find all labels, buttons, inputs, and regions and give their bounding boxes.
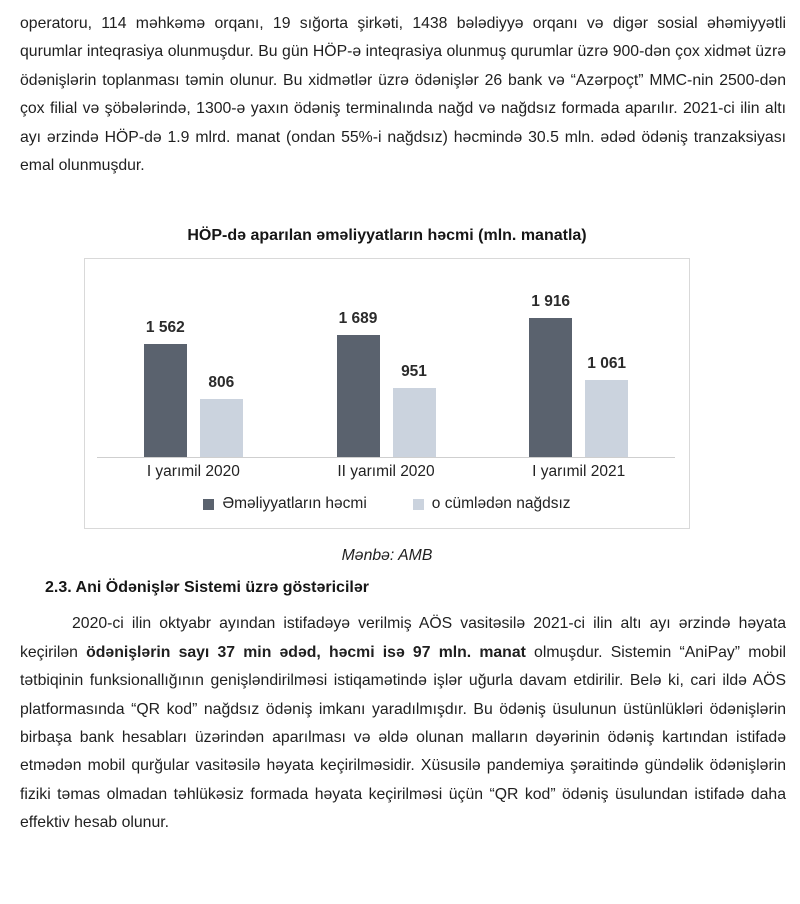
body-paragraph-2 <box>20 610 786 837</box>
legend-item-cashless <box>413 495 571 513</box>
x-axis-label-1: I yarımil 2020 <box>146 463 240 481</box>
bar-value-label-cashless-2: 951 <box>401 363 427 381</box>
bar-wrap-total-3 <box>529 293 572 457</box>
x-axis-label-3: I yarımil 2021 <box>532 463 626 481</box>
chart-source-note: Mənbə: AMB <box>341 547 433 565</box>
paragraph2-bold-figures: ödənişlərin sayı 37 min ədəd, həcmi isə 97 mln. manat <box>86 643 526 661</box>
chart-legend <box>85 495 689 513</box>
bar-wrap-cashless-3 <box>585 355 628 457</box>
bar-value-label-total-2: 1 689 <box>338 310 378 328</box>
bar-group-1 <box>97 259 290 457</box>
legend-swatch-icon-cashless <box>413 499 424 510</box>
legend-label-total: Əməliyyatların həcmi <box>222 495 367 513</box>
bar-wrap-total-2 <box>337 310 380 457</box>
section-heading: 2.3. Ani Ödənişlər Sistemi üzrə göstəricilər <box>45 579 369 597</box>
paragraph2-text-before: 2020-ci ilin oktyabr ayından istifadəyə verilmiş AÖS vasitəsilə 2021-ci ilin altı ayı ərzində həyata keçirilən <box>20 615 786 661</box>
paragraph2-text-after: olmuşdur. Sistemin “AniPay” mobil tətbiqinin funksionallığının genişləndirilməsi istiqamətində işlər uğurla davam etdirilir. Belə ki, cari ildə AÖS platformasında “QR kod” nağdsız ödəniş imkanı yaradılmışdır. Bu ödəniş üsulunun üstünlükləri ödənişlərin birbaşa bank hesabları üzərindən aparılması və əldə olunan malların dəyərinin ödəniş kartından istifadə etmədən mobil qurğular vasitəsilə həyata keçirilməsidir. Xüsusilə pandemiya şəraitində gündəlik ödənişlərin fiziki təmas olmadan təhlükəsiz formada həyata keçirilməsi üçün “QR kod” ödəniş üsulundan istifadə daha effektiv hesab olunur. <box>20 643 786 832</box>
chart-title: HÖP-də aparılan əməliyyatların həcmi (mln. manatla) <box>187 227 587 245</box>
x-axis-label-2: II yarımil 2020 <box>337 463 435 481</box>
legend-label-cashless: o cümlədən nağdsız <box>431 495 571 513</box>
legend-swatch-icon-total <box>203 499 214 510</box>
bar-total-2 <box>337 335 380 457</box>
bar-wrap-total-1 <box>144 319 187 457</box>
bar-total-1 <box>144 344 187 457</box>
bar-total-3 <box>529 318 572 457</box>
bar-group-2 <box>290 259 483 457</box>
bar-value-label-total-3: 1 916 <box>531 293 571 311</box>
body-paragraph-1: operatoru, 114 məhkəmə orqanı, 19 sığorta şirkəti, 1438 bələdiyyə orqanı və digər sosial əhəmiyyətli qurumlar inteqrasiya olunmuşdur. Bu gün HÖP-ə inteqrasiya olunmuş qurumlar üzrə 900-dən çox xidmət üzrə ödənişlərin toplanması təmin olunur. Bu xidmətlər üzrə ödənişlər 26 bank və “Azərpoçt” MMC-nin 2500-dən çox filial və şöbələrində, 1300-ə yaxın ödəniş terminalında nağd və nağdsız formada aparılır. 2021-ci ilin altı ayı ərzində HÖP-də 1.9 mlrd. manat (ondan 55%-i nağdsız) həcmində 30.5 mln. ədəd ödəniş tranzaksiyası emal olunmuşdur. <box>20 15 786 175</box>
bar-group-3 <box>482 259 675 457</box>
bar-cashless-2 <box>393 388 436 457</box>
bar-chart <box>84 258 690 529</box>
bar-value-label-cashless-1: 806 <box>208 374 235 392</box>
bar-wrap-cashless-1 <box>200 374 243 457</box>
chart-plot-area <box>97 259 675 458</box>
bar-wrap-cashless-2 <box>393 363 436 457</box>
bar-cashless-3 <box>585 380 628 457</box>
bar-value-label-cashless-3: 1 061 <box>587 355 627 373</box>
chart-x-axis-labels <box>97 463 675 481</box>
bar-value-label-total-1: 1 562 <box>145 319 185 337</box>
legend-item-total <box>203 495 366 513</box>
bar-cashless-1 <box>200 399 243 457</box>
